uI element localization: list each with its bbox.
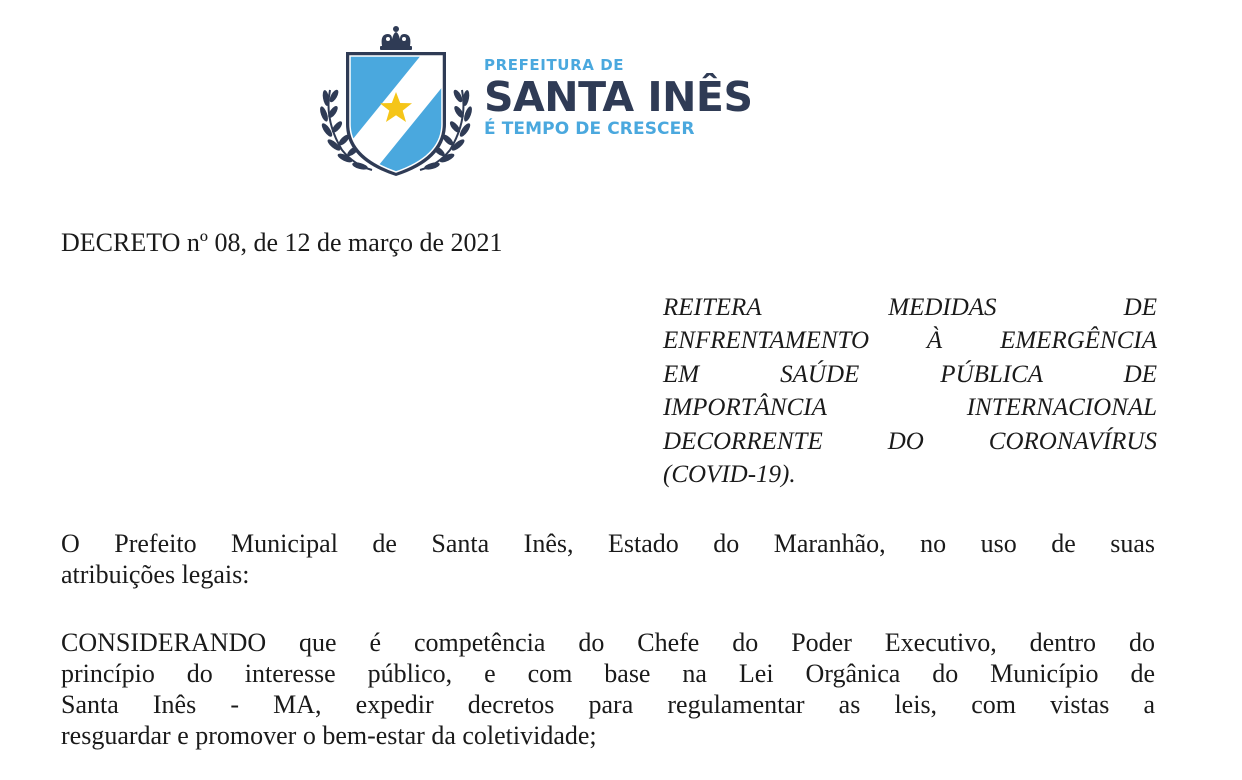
brand-city-name: SANTA INÊS [484, 73, 753, 121]
letterhead [318, 20, 798, 180]
summary-line: IMPORTÂNCIA INTERNACIONAL [663, 394, 1157, 422]
summary-line: (COVID-19). [663, 461, 796, 489]
paragraph-line: Santa Inês - MA, expedir decretos para regulamentar as leis, com vistas a [61, 690, 1155, 719]
paragraph-line: O Prefeito Municipal de Santa Inês, Estado do Maranhão, no uso de suas [61, 529, 1155, 558]
paragraph-line: princípio do interesse público, e com base na Lei Orgânica do Município de [61, 659, 1155, 688]
brand-block [484, 56, 752, 139]
brand-prefix: PREFEITURA DE [484, 56, 625, 74]
coat-of-arms-logo [318, 20, 474, 178]
summary-line: ENFRENTAMENTO À EMERGÊNCIA [663, 327, 1157, 355]
considering-paragraph [61, 627, 1155, 751]
paragraph-line: resguardar e promover o bem-estar da coletividade; [61, 721, 597, 750]
brand-slogan: É TEMPO DE CRESCER [484, 119, 695, 139]
decree-title: DECRETO nº 08, de 12 de março de 2021 [61, 228, 503, 257]
decree-summary [663, 291, 1157, 491]
summary-line: REITERA MEDIDAS DE [663, 294, 1157, 321]
preamble-paragraph [61, 528, 1155, 590]
paragraph-line: atribuições legais: [61, 560, 250, 589]
paragraph-line: CONSIDERANDO que é competência do Chefe do Poder Executivo, dentro do [61, 628, 1155, 657]
summary-line: EM SAÚDE PÚBLICA DE [663, 360, 1157, 388]
crown-icon [380, 26, 412, 50]
summary-line: DECORRENTE DO CORONAVÍRUS [663, 427, 1157, 455]
